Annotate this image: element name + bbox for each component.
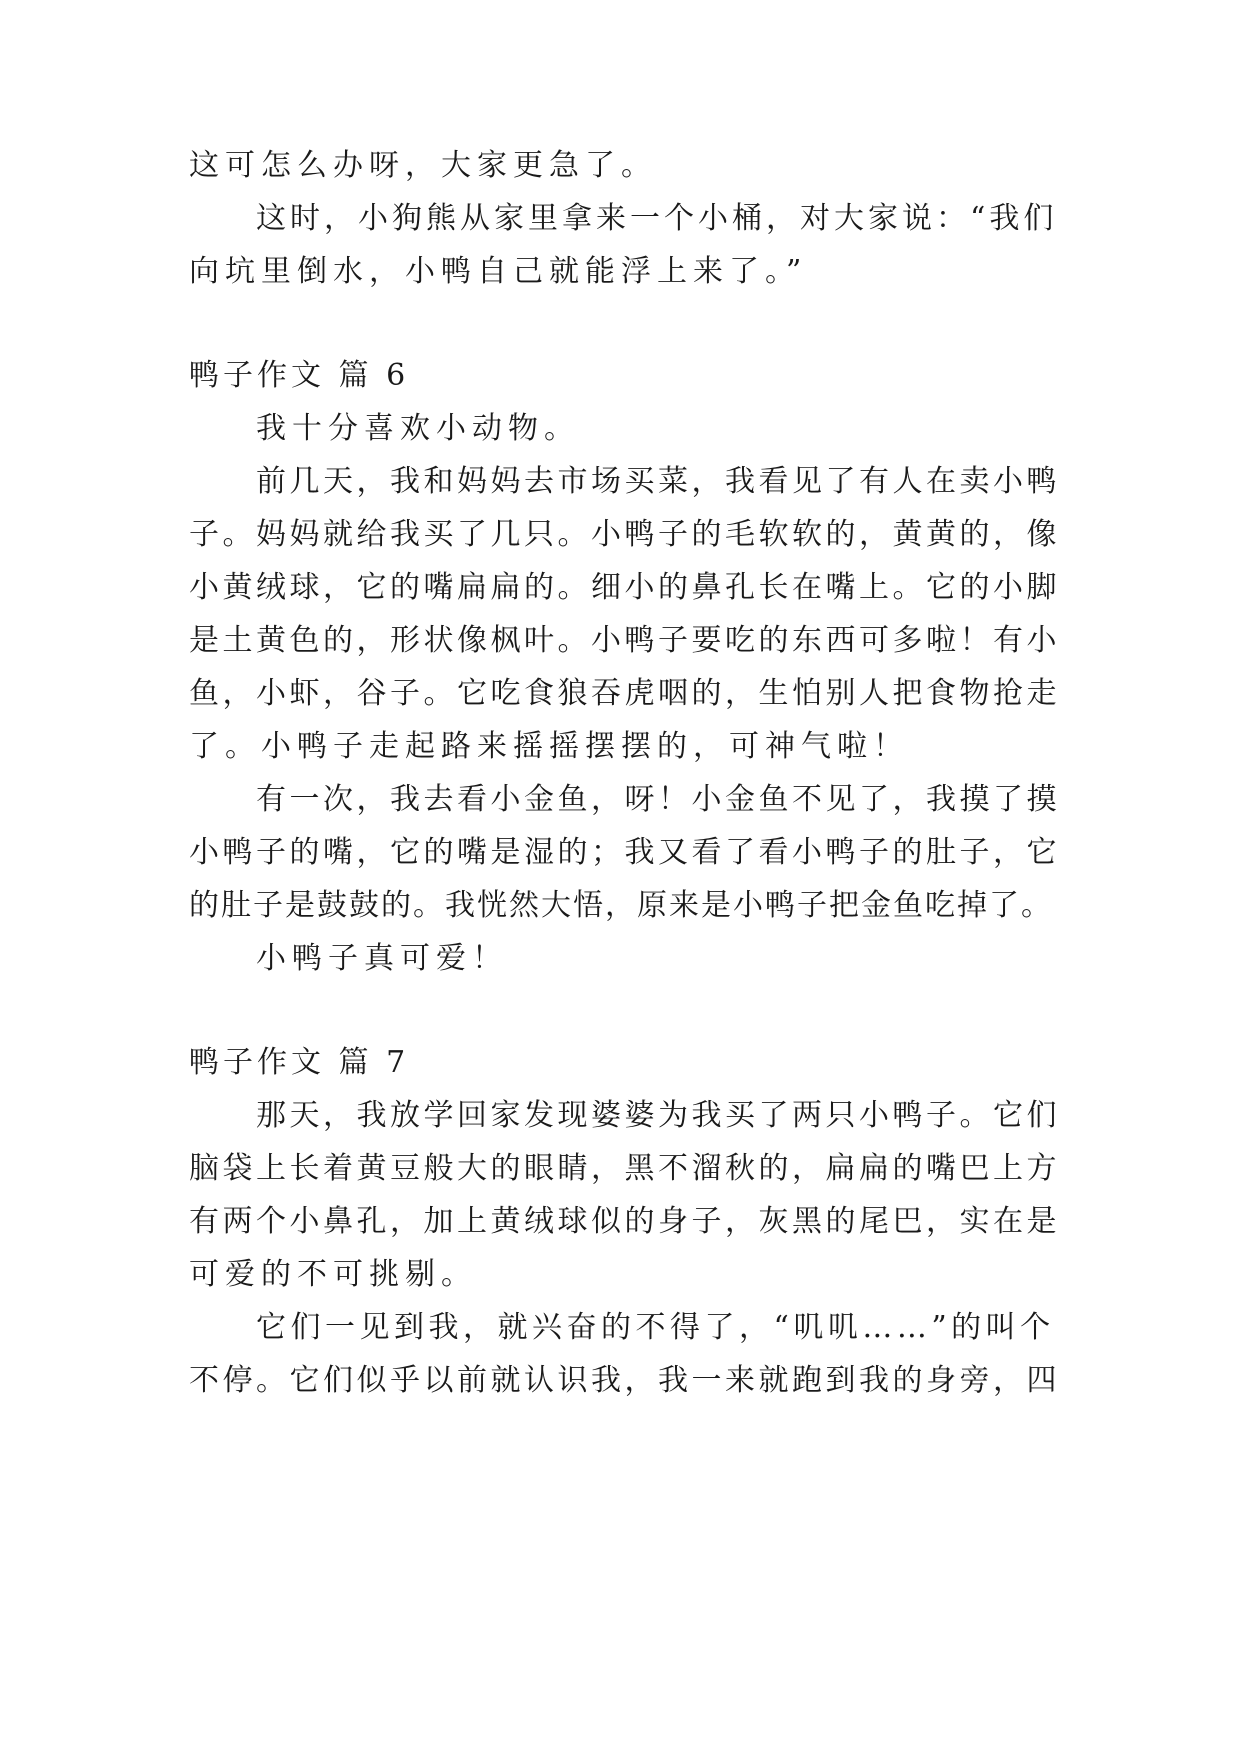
paragraph-line: 它们一见到我，就兴奋的不得了，“叽叽……”的叫个 <box>256 1310 1055 1345</box>
paragraph-line: 了。小鸭子走起路来摇摇摆摆的，可神气啦！ <box>189 729 909 764</box>
paragraph-line: 向坑里倒水，小鸭自己就能浮上来了。” <box>189 254 808 289</box>
paragraph-line: 有两个小鼻孔，加上黄绒球似的身子，灰黑的尾巴，实在是 <box>189 1204 1060 1239</box>
paragraph-line: 这时，小狗熊从家里拿来一个小桶，对大家说：“我们 <box>256 201 1058 236</box>
paragraph-line: 子。妈妈就给我买了几只。小鸭子的毛软软的，黄黄的，像 <box>189 517 1060 552</box>
paragraph-line: 前几天，我和妈妈去市场买菜，我看见了有人在卖小鸭 <box>256 464 1060 499</box>
paragraph-line: 小鸭子的嘴，它的嘴是湿的；我又看了看小鸭子的肚子，它 <box>189 835 1060 870</box>
paragraph-line: 有一次，我去看小金鱼，呀！小金鱼不见了，我摸了摸 <box>256 782 1060 817</box>
paragraph-line: 小黄绒球，它的嘴扁扁的。细小的鼻孔长在嘴上。它的小脚 <box>189 570 1060 605</box>
paragraph-line: 那天，我放学回家发现婆婆为我买了两只小鸭子。它们 <box>256 1098 1060 1133</box>
paragraph-line: 是土黄色的，形状像枫叶。小鸭子要吃的东西可多啦！有小 <box>189 623 1060 658</box>
paragraph-line: 鱼，小虾，谷子。它吃食狼吞虎咽的，生怕别人把食物抢走 <box>189 676 1060 711</box>
paragraph-line: 可爱的不可挑剔。 <box>189 1257 477 1292</box>
paragraph-line: 脑袋上长着黄豆般大的眼睛，黑不溜秋的，扁扁的嘴巴上方 <box>189 1151 1060 1186</box>
paragraph-line: 不停。它们似乎以前就认识我，我一来就跑到我的身旁，四 <box>189 1363 1060 1398</box>
paragraph-line: 我十分喜欢小动物。 <box>256 411 580 446</box>
section-heading: 鸭子作文 篇 6 <box>189 358 410 393</box>
paragraph-line: 的肚子是鼓鼓的。我恍然大悟，原来是小鸭子把金鱼吃掉了。 <box>189 888 1053 923</box>
section-heading: 鸭子作文 篇 7 <box>189 1045 410 1080</box>
paragraph-line: 小鸭子真可爱！ <box>256 941 508 976</box>
paragraph-line: 这可怎么办呀，大家更急了。 <box>189 148 657 183</box>
